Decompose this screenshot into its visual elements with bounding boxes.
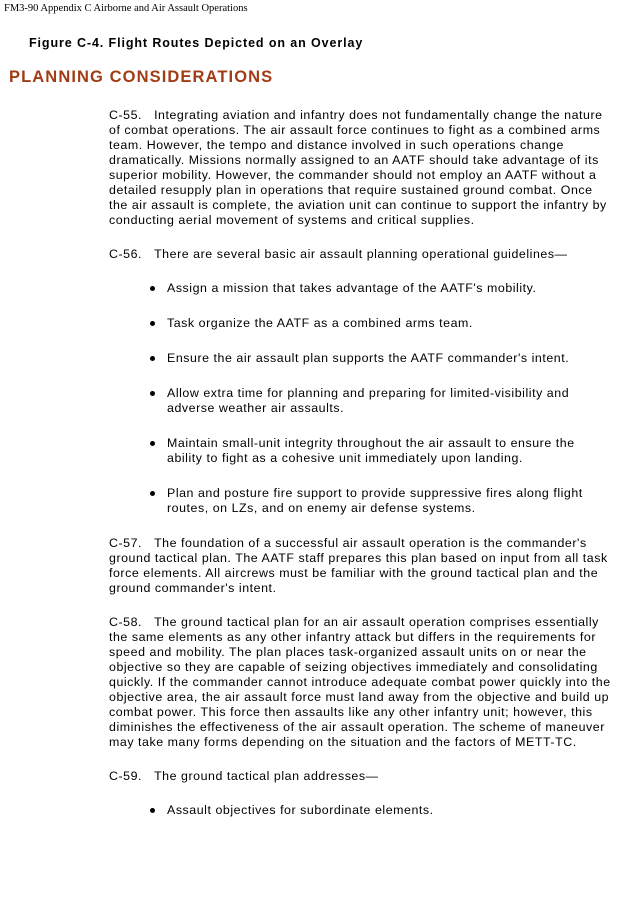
paragraph-text: The foundation of a successful air assault operation is the commander's ground tactical plan. The AATF staff prepares this plan based on input from all task force elements. All aircrews must be familiar with the ground tactical plan and the ground commander's intent. [109,536,608,595]
paragraph-c57 [109,536,611,596]
bullet-icon [150,391,155,396]
bullet-icon [150,321,155,326]
paragraph-number: C-59. [109,769,143,783]
paragraph-text: The ground tactical plan for an air assault operation comprises essentially the same elements as any other infantry attack but differs in the requirements for speed and mobility. The plan places task-organized assault units on or near the objective so they are capable of seizing objectives immediately and consolidating quickly. If the commander cannot introduce adequate combat power quickly into the objective area, the air assault force must land away from the objective and build up combat power. This force then assaults like any other infantry unit; however, this diminishes the effectiveness of the air assault operation. The scheme of maneuver may take many forms depending on the situation and the factors of METT-TC. [109,615,611,749]
paragraph-number: C-58. [109,615,143,629]
bullet-icon [150,286,155,291]
figure-caption: Figure C-4. Flight Routes Depicted on an Overlay [29,36,364,50]
paragraph-c56 [109,247,611,262]
document-body [109,108,611,838]
paragraph-number: C-56. [109,247,143,261]
list-item: Allow extra time for planning and preparing for limited-visibility and adverse weather air assaults. [150,386,611,416]
paragraph-c59 [109,769,611,784]
bullet-icon [150,808,155,813]
paragraph-c55 [109,108,611,228]
list-item: Assault objectives for subordinate elements. [150,803,611,818]
bullet-icon [150,491,155,496]
paragraph-text: Integrating aviation and infantry does not fundamentally change the nature of combat operations. The air assault force continues to fight as a combined arms team. However, the tempo and distance involved in such operations change dramatically. Missions normally assigned to an AATF should take advantage of its superior mobility. However, the commander should not employ an AATF without a detailed resupply plan in operations that require sustained ground combat. Once the air assault is complete, the aviation unit can continue to support the infantry by conducting aerial movement of systems and critical supplies. [109,108,607,227]
list-item: Plan and posture fire support to provide suppressive fires along flight routes, on LZs, and on enemy air defense systems. [150,486,611,516]
guidelines-list [109,281,611,516]
list-item: Maintain small-unit integrity throughout the air assault to ensure the ability to fight as a cohesive unit immediately upon landing. [150,436,611,466]
ground-plan-list [109,803,611,818]
paragraph-text: There are several basic air assault planning operational guidelines— [154,247,568,261]
list-item: Assign a mission that takes advantage of the AATF's mobility. [150,281,611,296]
paragraph-c58 [109,615,611,750]
section-heading: PLANNING CONSIDERATIONS [9,68,274,86]
bullet-icon [150,356,155,361]
paragraph-number: C-55. [109,108,143,122]
paragraph-text: The ground tactical plan addresses— [154,769,379,783]
list-item: Task organize the AATF as a combined arms team. [150,316,611,331]
list-item: Ensure the air assault plan supports the AATF commander's intent. [150,351,611,366]
paragraph-number: C-57. [109,536,143,550]
page-header: FM3-90 Appendix C Airborne and Air Assault Operations [4,3,248,14]
bullet-icon [150,441,155,446]
